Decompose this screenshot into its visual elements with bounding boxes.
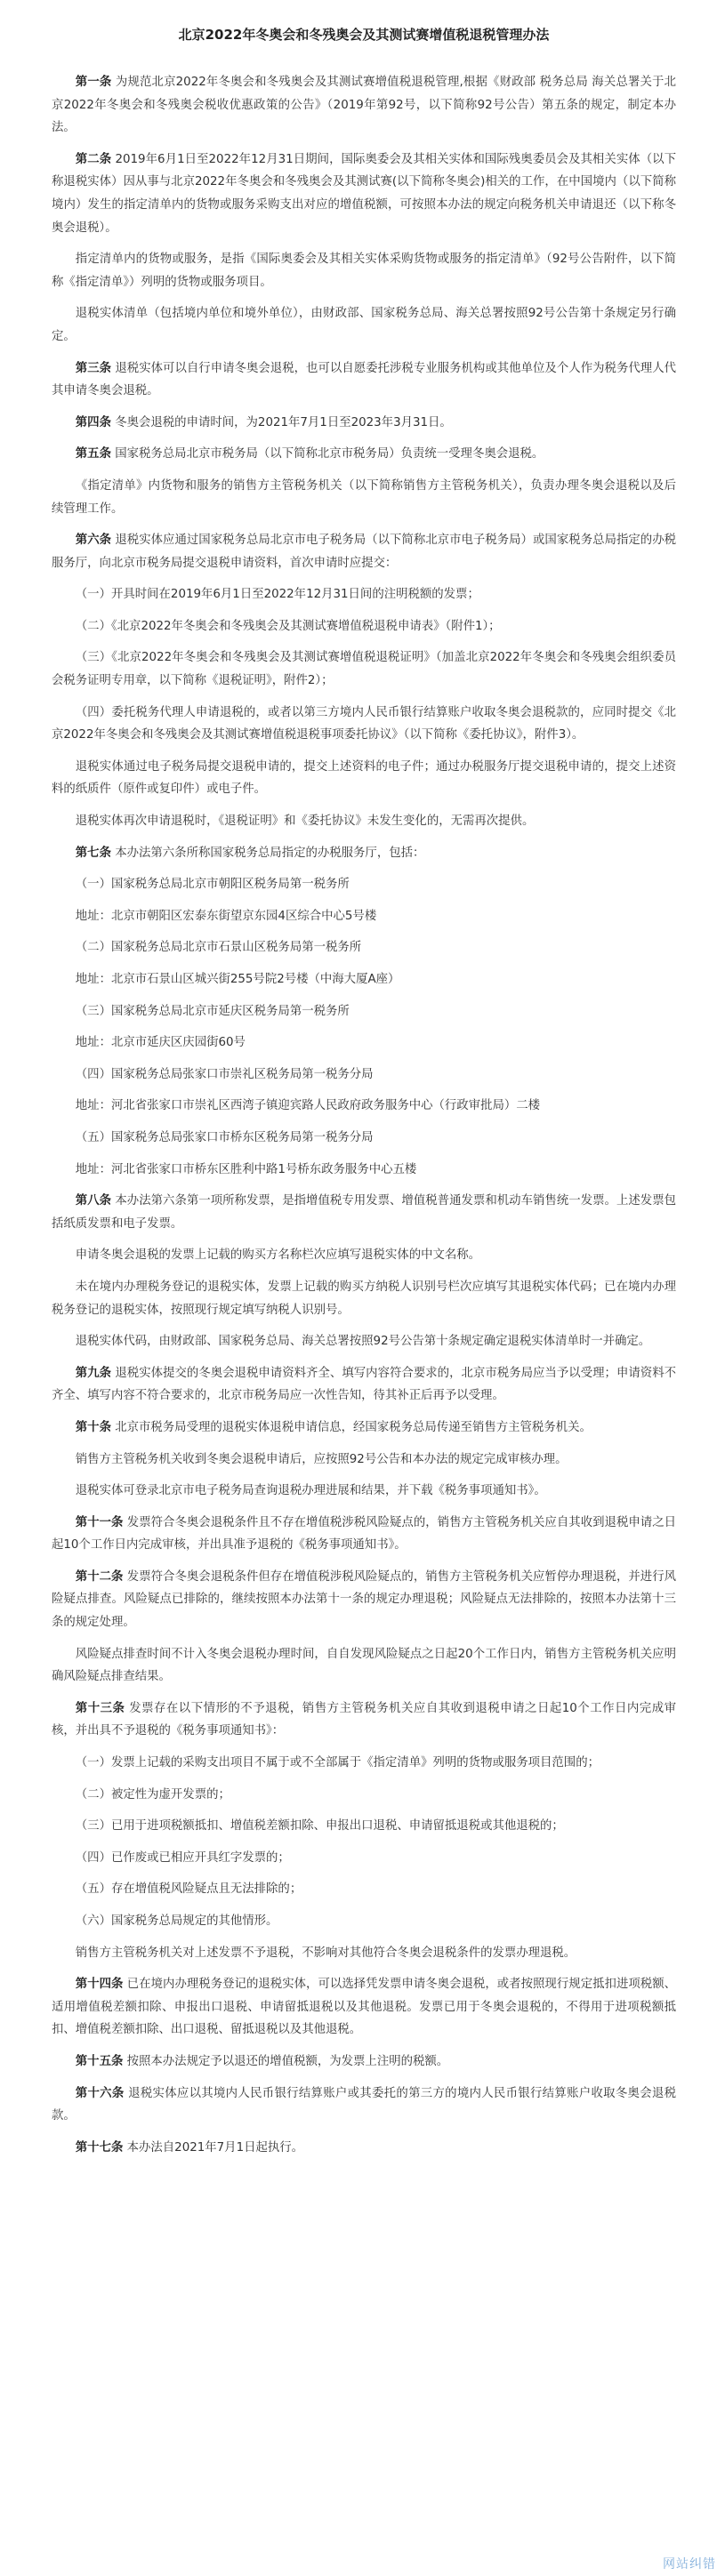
body-paragraph: [52, 810, 676, 833]
paragraph-text: 本办法自2021年7月1日起执行。: [126, 2140, 304, 2155]
paragraph-text: 地址：河北省张家口市桥东区胜利中路1号桥东政务服务中心五楼: [75, 1162, 417, 1176]
article-paragraph: [52, 71, 676, 140]
body-paragraph: [52, 1000, 676, 1023]
paragraph-text: 退税实体可以自行申请冬奥会退税，也可以自愿委托涉税专业服务机构或其他单位及个人作为税务代理人代其申请冬奥会退税。: [52, 361, 677, 398]
body-paragraph: [52, 615, 676, 638]
body-paragraph: [52, 936, 676, 959]
paragraph-text: 已在境内办理税务登记的退税实体，可以选择凭发票申请冬奥会退税，或者按照现行规定抵扣进项税额、适用增值税差额扣除、申报出口退税、申请留抵退税以及其他退税。发票已用于冬奥会退税的，不得用于进项税额抵扣、增值税差额扣除、出口退税、留抵退税以及其他退税。: [52, 1978, 677, 2037]
body-paragraph: [52, 1910, 676, 1933]
article-paragraph: [52, 357, 676, 403]
site-correction-link[interactable]: 网站纠错: [663, 2557, 716, 2572]
paragraph-text: 退税实体通过电子税务局提交退税申请的，提交上述资料的电子件；通过办税服务厅提交退税申请的，提交上述资料的纸质件（原件或复印件）或电子件。: [52, 759, 676, 797]
paragraph-text: （三）《北京2022年冬奥会和冬残奥会及其测试赛增值税退税证明》（加盖北京2022年冬奥会和冬残奥会组织委员会税务证明专用章，以下简称《退税证明》，附件2）；: [52, 651, 676, 688]
paragraph-text: 为规范北京2022年冬奥会和冬残奥会及其测试赛增值税退税管理,根据《财政部 税务总局 海关总署关于北京2022年冬奥会和冬残奥会税收优惠政策的公告》（2019年第92号，以下简称92号公告）第五条的规定，制定本办法。: [52, 76, 676, 135]
article-paragraph: [52, 1566, 676, 1634]
article-paragraph: [52, 842, 676, 865]
body-paragraph: [52, 1448, 676, 1472]
paragraph-text: （二）《北京2022年冬奥会和冬残奥会及其测试赛增值税退税申请表》（附件1）；: [75, 619, 501, 633]
paragraph-text: （二）国家税务总局北京市石景山区税务局第一税务所: [75, 941, 362, 955]
body-paragraph: [52, 1878, 676, 1901]
body-paragraph: [52, 756, 676, 801]
body-paragraph: [52, 905, 676, 928]
article-number: 第十四条: [75, 1978, 124, 1992]
body-paragraph: [52, 1643, 676, 1689]
paragraph-text: 退税实体可登录北京市电子税务局查询退税办理进展和结果，并下载《税务事项通知书》。: [75, 1484, 546, 1498]
paragraph-text: （四）委托税务代理人申请退税的，或者以第三方境内人民币银行结算账户收取冬奥会退税款的，应同时提交《北京2022年冬奥会和冬残奥会及其测试赛增值税退税事项委托协议》（以下简称《委托协议》，附件3）。: [52, 705, 676, 742]
body-paragraph: [52, 1815, 676, 1838]
article-number: 第七条: [75, 846, 111, 860]
paragraph-text: （六）国家税务总局规定的其他情形。: [75, 1914, 278, 1928]
article-number: 第十五条: [75, 2054, 124, 2068]
paragraph-text: （一）发票上记载的采购支出项目不属于或不全部属于《指定清单》列明的货物或服务项目范围的；: [75, 1756, 600, 1770]
paragraph-text: 北京市税务局受理的退税实体退税申请信息，经国家税务总局传递至销售方主管税务机关。: [115, 1420, 592, 1434]
article-number: 第八条: [75, 1194, 112, 1208]
article-paragraph: [52, 1362, 676, 1408]
document-body: [52, 71, 676, 2159]
paragraph-text: 按照本办法规定予以退还的增值税额，为发票上注明的税额。: [126, 2054, 449, 2068]
paragraph-text: 销售方主管税务机关对上述发票不予退税，不影响对其他符合冬奥会退税条件的发票办理退税。: [75, 1946, 576, 1960]
body-paragraph: [52, 1480, 676, 1503]
article-paragraph: [52, 412, 676, 435]
article-paragraph: [52, 2082, 676, 2128]
paragraph-text: 地址：北京市延庆区庆园街60号: [75, 1036, 246, 1050]
article-paragraph: [52, 1416, 676, 1440]
paragraph-text: 未在境内办理税务登记的退税实体，发票上记载的购买方纳税人识别号栏次应填写其退税实体代码；已在境内办理税务登记的退税实体，按照现行规定填写纳税人识别号。: [52, 1280, 676, 1317]
body-paragraph: [52, 1942, 676, 1965]
body-paragraph: [52, 1330, 676, 1353]
paragraph-text: 销售方主管税务机关收到冬奥会退税申请后，应按照92号公告和本办法的规定完成审核办理。: [75, 1452, 568, 1466]
paragraph-text: 退税实体代码，由财政部、国家税务总局、海关总署按照92号公告第十条规定确定退税实体清单时一并确定。: [75, 1335, 651, 1349]
paragraph-text: 地址：北京市石景山区城兴街255号院2号楼（中海大厦A座）: [75, 973, 400, 986]
paragraph-text: （三）国家税务总局北京市延庆区税务局第一税务所: [75, 1004, 350, 1018]
article-number: 第十三条: [75, 1701, 125, 1715]
article-number: 第三条: [75, 361, 112, 375]
article-number: 第二条: [75, 152, 112, 166]
article-paragraph: [52, 148, 676, 239]
article-number: 第五条: [75, 447, 111, 461]
body-paragraph: [52, 475, 676, 520]
article-number: 第十六条: [75, 2086, 125, 2100]
article-number: 第十一条: [75, 1515, 124, 1529]
paragraph-text: 退税实体应以其境内人民币银行结算账户或其委托的第三方的境内人民币银行结算账户收取冬奥会退税款。: [52, 2086, 677, 2123]
body-paragraph: [52, 1159, 676, 1182]
paragraph-text: （五）存在增值税风险疑点且无法排除的；: [75, 1882, 302, 1897]
body-paragraph: [52, 968, 676, 991]
article-number: 第一条: [75, 76, 112, 89]
body-paragraph: [52, 1031, 676, 1055]
article-paragraph: [52, 2050, 676, 2074]
paragraph-text: （一）开具时间在2019年6月1日至2022年12月31日间的注明税额的发票；: [75, 588, 479, 602]
article-number: 第十七条: [75, 2140, 124, 2155]
body-paragraph: [52, 1063, 676, 1087]
paragraph-text: （二）被定性为虚开发票的；: [75, 1787, 230, 1802]
body-paragraph: [52, 1784, 676, 1807]
paragraph-text: （五）国家税务总局张家口市桥东区税务局第一税务分局: [75, 1130, 374, 1144]
article-number: 第六条: [75, 534, 112, 548]
paragraph-text: （三）已用于进项税额抵扣、增值税差额扣除、申报出口退税、申请留抵退税或其他退税的；: [75, 1819, 564, 1834]
paragraph-text: 本办法第六条所称国家税务总局指定的办税服务厅，包括：: [115, 846, 425, 860]
paragraph-text: 退税实体清单（包括境内单位和境外单位），由财政部、国家税务总局、海关总署按照92号公告第十条规定另行确定。: [52, 307, 676, 343]
paragraph-text: 退税实体再次申请退税时，《退税证明》和《委托协议》未发生变化的，无需再次提供。: [75, 815, 535, 829]
article-paragraph: [52, 1512, 676, 1557]
paragraph-text: （四）已作废或已相应开具红字发票的；: [75, 1850, 290, 1865]
paragraph-text: 指定清单内的货物或服务，是指《国际奥委会及其相关实体采购货物或服务的指定清单》（92号公告附件，以下简称《指定清单》）列明的货物或服务项目。: [52, 253, 676, 289]
body-paragraph: [52, 1095, 676, 1118]
article-number: 第十二条: [75, 1569, 124, 1584]
paragraph-text: （一）国家税务总局北京市朝阳区税务局第一税务所: [75, 878, 350, 892]
paragraph-text: 本办法第六条第一项所称发票，是指增值税专用发票、增值税普通发票和机动车销售统一发票。上述发票包括纸质发票和电子发票。: [52, 1194, 677, 1231]
paragraph-text: 发票符合冬奥会退税条件但存在增值税涉税风险疑点的，销售方主管税务机关应暂停办理退税，并进行风险疑点排查。风险疑点已排除的，继续按照本办法第十一条的规定办理退税；风险疑点无法排除的，按照本办法第十三条的规定处理。: [52, 1569, 677, 1630]
paragraph-text: 《指定清单》内货物和服务的销售方主管税务机关（以下简称销售方主管税务机关），负责办理冬奥会退税以及后续管理工作。: [52, 478, 676, 516]
body-paragraph: [52, 1847, 676, 1870]
paragraph-text: 发票符合冬奥会退税条件且不存在增值税涉税风险疑点的，销售方主管税务机关应自其收到退税申请之日起10个工作日内完成审核，并出具准予退税的《税务事项通知书》。: [52, 1515, 677, 1553]
article-number: 第四条: [75, 415, 111, 429]
paragraph-text: 2019年6月1日至2022年12月31日期间，国际奥委会及其相关实体和国际残奥委员会及其相关实体（以下称退税实体）因从事与北京2022年冬奥会和冬残奥会及其测试赛(以下简称冬奥会)相关的工作，在中国境内（以下简称境内）发生的指定清单内的货物或服务采购支出对应的增值税额，可按照本办法的规定向税务机关申请退还（以下称冬奥会退税）。: [52, 152, 676, 235]
body-paragraph: [52, 646, 676, 692]
body-paragraph: [52, 1244, 676, 1267]
body-paragraph: [52, 248, 676, 293]
document-title: 北京2022年冬奥会和冬残奥会及其测试赛增值税退税管理办法: [178, 27, 550, 43]
paragraph-text: 地址：北京市朝阳区宏泰东街望京东园4区综合中心5号楼: [75, 909, 377, 923]
paragraph-text: 地址：河北省张家口市崇礼区西湾子镇迎宾路人民政府政务服务中心（行政审批局）二楼: [75, 1099, 541, 1113]
article-number: 第九条: [75, 1366, 112, 1380]
body-paragraph: [52, 873, 676, 896]
body-paragraph: [52, 1752, 676, 1775]
article-paragraph: [52, 2137, 676, 2160]
paragraph-text: 风险疑点排查时间不计入冬奥会退税办理时间，自自发现风险疑点之日起20个工作日内，销售方主管税务机关应明确风险疑点排查结果。: [52, 1647, 676, 1684]
body-paragraph: [52, 1276, 676, 1321]
body-paragraph: [52, 302, 676, 348]
article-paragraph: [52, 1973, 676, 2042]
article-paragraph: [52, 443, 676, 466]
article-number: 第十条: [75, 1420, 111, 1434]
article-paragraph: [52, 529, 676, 574]
paragraph-text: 冬奥会退税的申请时间，为2021年7月1日至2023年3月31日。: [115, 415, 452, 429]
paragraph-text: 申请冬奥会退税的发票上记载的购买方名称栏次应填写退税实体的中文名称。: [75, 1248, 481, 1263]
paragraph-text: 国家税务总局北京市税务局（以下简称北京市税务局）负责统一受理冬奥会退税。: [115, 447, 544, 461]
body-paragraph: [52, 583, 676, 606]
article-paragraph: [52, 1190, 676, 1235]
paragraph-text: 退税实体提交的冬奥会退税申请资料齐全、填写内容符合要求的，北京市税务局应当予以受理；申请资料不齐全、填写内容不符合要求的，北京市税务局应一次性告知，待其补正后再予以受理。: [52, 1366, 677, 1403]
body-paragraph: [52, 1127, 676, 1150]
paragraph-text: 发票存在以下情形的不予退税，销售方主管税务机关应自其收到退税申请之日起10个工作日内完成审核，并出具不予退税的《税务事项通知书》：: [52, 1701, 676, 1738]
article-paragraph: [52, 1697, 676, 1743]
body-paragraph: [52, 702, 676, 747]
paragraph-text: 退税实体应通过国家税务总局北京市电子税务局（以下简称北京市电子税务局）或国家税务总局指定的办税服务厅，向北京市税务局提交退税申请资料，首次申请时应提交：: [52, 534, 677, 570]
paragraph-text: （四）国家税务总局张家口市崇礼区税务局第一税务分局: [75, 1067, 374, 1081]
